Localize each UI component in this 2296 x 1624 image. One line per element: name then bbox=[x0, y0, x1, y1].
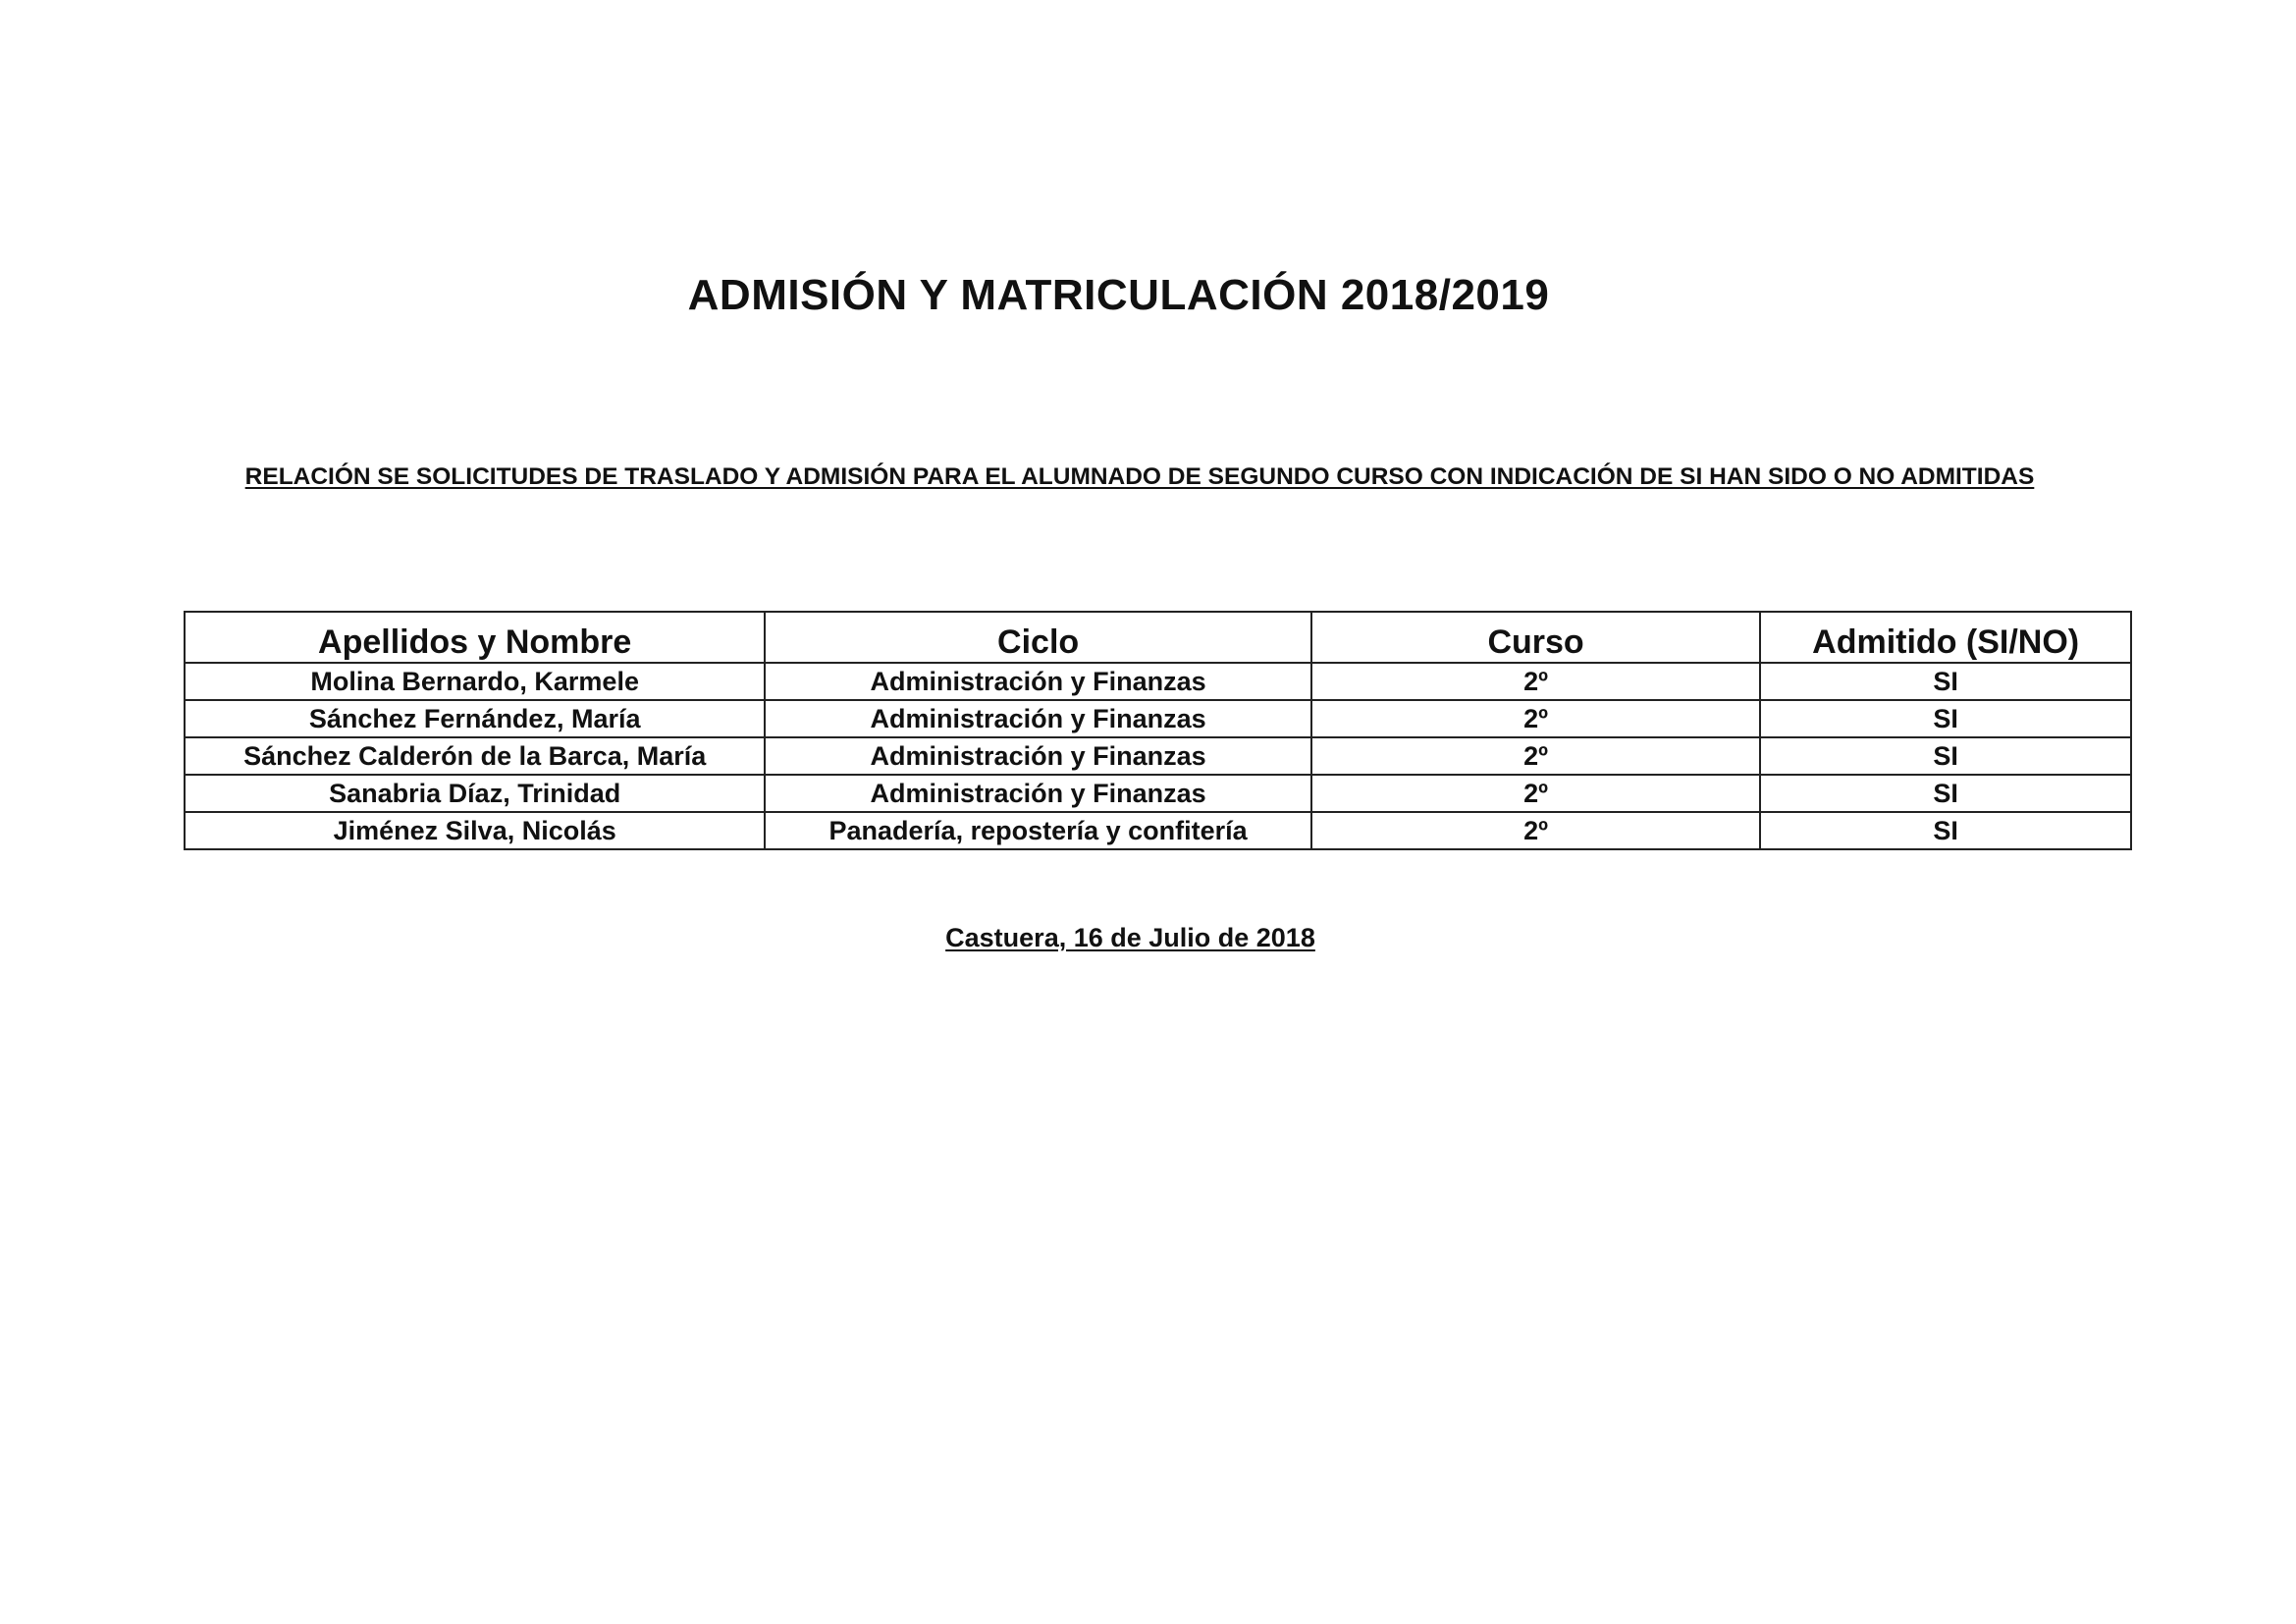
column-header-ciclo: Ciclo bbox=[765, 612, 1310, 663]
cell-ciclo: Administración y Finanzas bbox=[765, 700, 1310, 737]
cell-ciclo: Panadería, repostería y confitería bbox=[765, 812, 1310, 849]
column-header-admitido: Admitido (SI/NO) bbox=[1760, 612, 2131, 663]
cell-curso: 2º bbox=[1311, 663, 1760, 700]
cell-admitido: SI bbox=[1760, 663, 2131, 700]
table-row bbox=[185, 700, 2131, 737]
table-row bbox=[185, 775, 2131, 812]
cell-ciclo: Administración y Finanzas bbox=[765, 775, 1310, 812]
table-row bbox=[185, 737, 2131, 775]
cell-ciclo: Administración y Finanzas bbox=[765, 737, 1310, 775]
cell-admitido: SI bbox=[1760, 812, 2131, 849]
column-header-name: Apellidos y Nombre bbox=[185, 612, 765, 663]
cell-curso: 2º bbox=[1311, 700, 1760, 737]
table-header-row bbox=[185, 612, 2131, 663]
cell-curso: 2º bbox=[1311, 737, 1760, 775]
cell-ciclo: Administración y Finanzas bbox=[765, 663, 1310, 700]
document-subtitle: RELACIÓN SE SOLICITUDES DE TRASLADO Y ADMISIÓN PARA EL ALUMNADO DE SEGUNDO CURSO CON INDICACIÓN DE SI HAN SIDO O NO ADMITIDAS bbox=[244, 463, 2035, 490]
cell-curso: 2º bbox=[1311, 812, 1760, 849]
cell-name: Jiménez Silva, Nicolás bbox=[185, 812, 765, 849]
admissions-table bbox=[184, 611, 2132, 850]
cell-admitido: SI bbox=[1760, 775, 2131, 812]
cell-admitido: SI bbox=[1760, 737, 2131, 775]
cell-admitido: SI bbox=[1760, 700, 2131, 737]
table-row bbox=[185, 663, 2131, 700]
document-footer-place-date: Castuera, 16 de Julio de 2018 bbox=[945, 923, 1315, 952]
cell-name: Sanabria Díaz, Trinidad bbox=[185, 775, 765, 812]
table-row bbox=[185, 812, 2131, 849]
cell-name: Sánchez Calderón de la Barca, María bbox=[185, 737, 765, 775]
column-header-curso: Curso bbox=[1311, 612, 1760, 663]
cell-name: Sánchez Fernández, María bbox=[185, 700, 765, 737]
cell-curso: 2º bbox=[1311, 775, 1760, 812]
document-title: ADMISIÓN Y MATRICULACIÓN 2018/2019 bbox=[687, 271, 1550, 319]
cell-name: Molina Bernardo, Karmele bbox=[185, 663, 765, 700]
